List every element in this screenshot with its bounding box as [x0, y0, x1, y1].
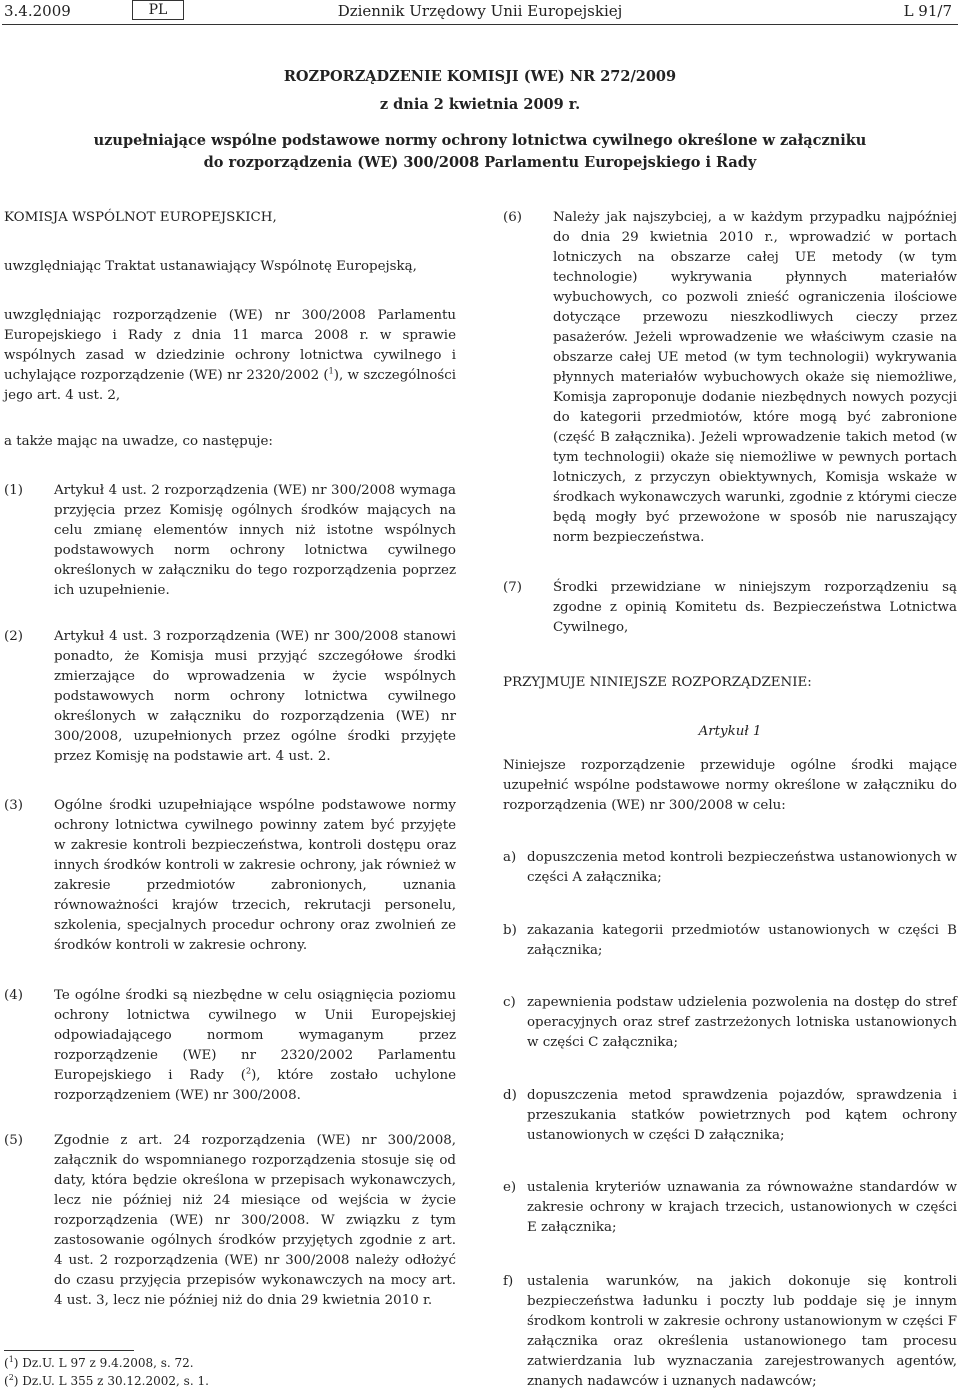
header-date: 3.4.2009: [4, 2, 71, 20]
recital-number: (2): [4, 629, 23, 644]
recital-text: Artykuł 4 ust. 3 rozporządzenia (WE) nr 300/2008 stanowi ponadto, że Komisja musi przyjąć szczegółowe środki zmierzające do wprowadzenia w życie wspólnych podstawowych norm ochrony lotnictwa cywilnego określonych w załączniku do rozporządzenia (WE) nr 300/2008, uzupełnionych przez ogólne środki przyjęte przez Komisję na podstawie art. 4 ust. 2.: [54, 629, 456, 764]
footnote-ref: 2: [245, 1066, 252, 1076]
recital-6: [503, 208, 957, 548]
footnote-number: 2: [8, 1373, 14, 1382]
recital-number: (5): [4, 1133, 23, 1148]
regulation-date: z dnia 2 kwietnia 2009 r.: [379, 96, 581, 113]
footnote-2: ($^2$) Dz.U. L 355 z 30.12.2002, s. 1.: [4, 1373, 209, 1388]
recital-2: [4, 627, 456, 767]
article-item-d: [503, 1086, 957, 1146]
recital-1: [4, 481, 456, 601]
item-text: dopuszczenia metod sprawdzenia pojazdów, sprawdzenia i przeszukania statków powietrznych pod kątem ochrony ustanowionych w części D załącznika;: [527, 1088, 957, 1143]
recital-text: Artykuł 4 ust. 2 rozporządzenia (WE) nr 300/2008 wymaga przyjęcia przez Komisję ogólnych środków mających na celu zmianę elementów innych niż istotne wspólnych podstawowych norm ochrony lotnictwa cywilnego określonych w załączniku do tego rozporządzenia poprzez ich uzupełnienie.: [54, 483, 456, 598]
item-letter: e): [503, 1180, 517, 1195]
recital-number: (1): [4, 483, 23, 498]
item-letter: c): [503, 995, 516, 1010]
recital-text: Należy jak najszybciej, a w każdym przypadku najpóźniej do dnia 29 kwietnia 2010 r., wprowadzić w portach lotniczych na obszarze całej UE metody (w tym technologie) wykrywania płynnych materiałów wybuchowych, co pozwoli znieść ograniczenia ilościowe dotyczące przewozu nieszkodliwych cieczy przez pasażerów. Jeżeli wprowadzenie we właściwym czasie na obszarze całej UE metod (w tym technologii) wykrywania płynnych materiałów wybuchowych okaże się niemożliwe, Komisja zaproponuje dodanie niezbędnych nowych pozycji do kategorii przedmiotów, które mogą być zabronione (część B załącznika). Jeżeli wprowadzenie takich metod (w tym technologii) okaże się niemożliwe w pewnych portach lotniczych, z przyczyn obiektywnych, Komisja wskaże w środkach wykonawczych warunki, zgodnie z którymi ciecze będą mogły być przewożone w sposób nie naruszający norm bezpieczeństwa.: [553, 210, 957, 545]
recital-7: [503, 578, 957, 638]
journal-title: Dziennik Urzędowy Unii Europejskiej: [337, 2, 623, 20]
footnote-text: Dz.U. L 355 z 30.12.2002, s. 1.: [22, 1374, 209, 1388]
recital-text: Środki przewidziane w niniejszym rozporządzeniu są zgodne z opinią Komitetu ds. Bezpieczeństwa Lotnictwa Cywilnego,: [553, 580, 957, 635]
footnote-number: 1: [8, 1355, 14, 1364]
regulation-title: ROZPORZĄDZENIE KOMISJI (WE) NR 272/2009: [283, 68, 677, 85]
footnote-text: Dz.U. L 97 z 9.4.2008, s. 72.: [22, 1356, 194, 1370]
recital-text: Ogólne środki uzupełniające wspólne podstawowe normy ochrony lotnictwa cywilnego powinny zatem być przyjęte w zakresie kontroli bezpieczeństwa, kontroli dostępu oraz innych środków kontroli w zakresie ochrony, jak również w zakresie przedmiotów zabronionych, uznania równoważności krajów trzecich, rekrutacji personelu, szkolenia, specjalnych procedur ochrony oraz zwolnień ze środków kontroli w zakresie ochrony.: [54, 798, 456, 953]
having-regard-text: uwzględniając rozporządzenie (WE) nr 300/2008 Parlamentu Europejskiego i Rady z dnia 11 marca 2008 r. w sprawie wspólnych zasad w dziedzinie ochrony lotnictwa cywilnego i uchylające rozporządzenie (WE) nr 2320/2002 (: [4, 308, 456, 383]
recital-text-part: Te ogólne środki są niezbędne w celu osiągnięcia poziomu ochrony lotnictwa cywilnego w Unii Europejskiej odpowiadającego normom wymaganym przez rozporządzenie (WE) nr 2320/2002 Parlamentu Europejskiego i Rady (: [54, 988, 456, 1083]
page-number: L 91/7: [903, 2, 952, 20]
article-item-b: [503, 921, 957, 961]
having-regard-regulation: [4, 306, 456, 406]
recital-text: Zgodnie z art. 24 rozporządzenia (WE) nr 300/2008, załącznik do wspomnianego rozporządzenia stosuje się od daty, która będzie określona w przepisach wykonawczych, lecz nie później niż 24 miesiące od wejścia w życie rozporządzenia (WE) nr 300/2008. W związku z tym zastosowanie ogólnych środków przyjętych zgodnie z art. 4 ust. 2 rozporządzenia (WE) nr 300/2008 należy odłożyć do czasu przyjęcia przepisów wykonawczych na mocy art. 4 ust. 3, lecz nie później niż do dnia 29 kwietnia 2010 r.: [54, 1133, 456, 1308]
whereas-intro: a także mając na uwadze, co następuje:: [4, 434, 273, 449]
footnote-rule: [4, 1350, 134, 1351]
recital-text: [54, 986, 456, 1106]
recital-text-part: ), które zostało uchylone rozporządzeniem (WE) nr 300/2008.: [54, 1068, 456, 1103]
item-text: ustalenia warunków, na jakich dokonuje się kontroli bezpieczeństwa ładunku i poczty lub poddaje się je innym środkom kontroli w zakresie ochrony ustanowionym w części F załącznika oraz określenia ustanowionego tam procesu zatwierdzania lub wyznaczania zarejestrowanych agentów, znanych nadawców i uznanych nadawców;: [527, 1274, 957, 1389]
footnote-1: ($^1$) Dz.U. L 97 z 9.4.2008, s. 72.: [4, 1355, 194, 1370]
recital-5: [4, 1131, 456, 1311]
regulation-subject-line-2: do rozporządzenia (WE) 300/2008 Parlamentu Europejskiego i Rady: [203, 154, 757, 171]
footnote-ref: 1: [328, 366, 334, 376]
item-letter: d): [503, 1088, 517, 1103]
article-item-c: [503, 993, 957, 1053]
item-text: zakazania kategorii przedmiotów ustanowionych w części B załącznika;: [527, 923, 957, 958]
adopted-heading: PRZYJMUJE NINIEJSZE ROZPORZĄDZENIE:: [503, 675, 812, 690]
regulation-subject-line-1: uzupełniające wspólne podstawowe normy ochrony lotnictwa cywilnego określone w załączniku: [93, 132, 867, 149]
item-letter: b): [503, 923, 517, 938]
having-regard-text-end: ), w szczególności jego art. 4 ust. 2,: [4, 368, 456, 403]
recital-number: (3): [4, 798, 23, 813]
item-letter: f): [503, 1274, 514, 1289]
having-regard-treaty: uwzględniając Traktat ustanawiający Wspólnotę Europejską,: [4, 259, 417, 274]
item-text: ustalenia kryteriów uznawania za równoważne standardów w zakresie ochrony w krajach trzecich, ustanowionych w części E załącznika;: [527, 1180, 957, 1235]
recital-3: [4, 796, 456, 956]
commission-heading: KOMISJA WSPÓLNOT EUROPEJSKICH,: [4, 210, 277, 225]
article-intro: Niniejsze rozporządzenie przewiduje ogólne środki mające uzupełnić wspólne podstawowe normy określone w załączniku do rozporządzenia (WE) nr 300/2008 w celu:: [503, 758, 957, 813]
language-badge: PL: [132, 0, 184, 20]
recital-4: [4, 986, 456, 1106]
item-text: zapewnienia podstaw udzielenia pozwolenia na dostęp do stref operacyjnych oraz stref zastrzeżonych lotniska ustanowionych w części C załącznika;: [527, 995, 957, 1050]
article-item-e: [503, 1178, 957, 1238]
article-item-a: [503, 848, 957, 888]
recital-number: (4): [4, 988, 23, 1003]
header-rule: [2, 24, 958, 25]
article-item-f: [503, 1272, 957, 1392]
article-title: Artykuł 1: [698, 724, 762, 739]
item-letter: a): [503, 850, 517, 865]
item-text: dopuszczenia metod kontroli bezpieczeństwa ustanowionych w części A załącznika;: [527, 850, 957, 885]
recital-number: (7): [503, 580, 522, 595]
recital-number: (6): [503, 210, 522, 225]
